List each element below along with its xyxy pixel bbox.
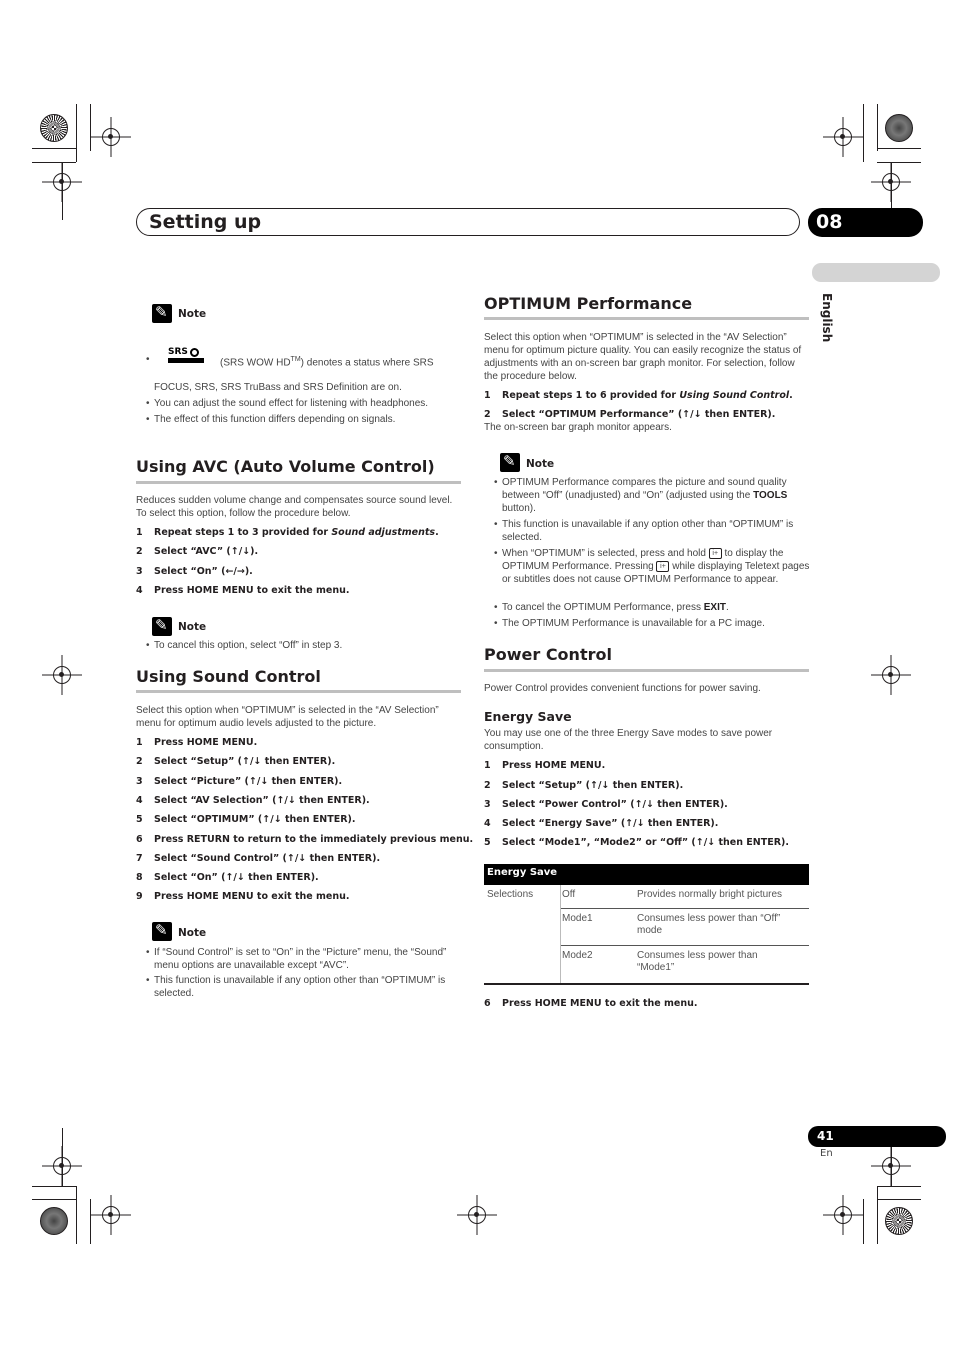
energy-save-intro: You may use one of the three Energy Save modes to save power consumption.: [484, 728, 773, 752]
side-language-label: English: [820, 293, 834, 343]
section-heading-power-control: Power Control: [484, 645, 612, 664]
table-cell-desc: Consumes less power than “Mode1”: [637, 950, 758, 973]
note-bullet: • This function is unavailable if any option other than “OPTIMUM” is selected.: [154, 974, 464, 1000]
arrow-keys-icon: ←/→: [225, 566, 245, 577]
page-number: 41: [808, 1126, 946, 1147]
sound-step-7: 7 Select “Sound Control” (↑/↓ then ENTER).: [136, 853, 381, 864]
sound-step-3: 3 Select “Picture” (↑/↓ then ENTER).: [136, 776, 343, 787]
note-label: Note: [178, 927, 207, 939]
table-bottom-rule: [484, 983, 809, 985]
sound-step-6: 6 Press RETURN to return to the immediately previous menu.: [136, 834, 474, 845]
subheading-energy-save: Energy Save: [484, 709, 572, 724]
arrow-keys-icon: ↑/↓: [276, 795, 296, 806]
table-header: Energy Save: [484, 864, 809, 885]
note-bullet: • To cancel the OPTIMUM Performance, press EXIT.: [502, 601, 810, 614]
table-cell-mode: Mode2: [562, 950, 593, 961]
registration-starburst: [885, 114, 913, 142]
page-language: En: [820, 1148, 833, 1159]
avc-step-2: 2 Select “AVC” (↑/↓).: [136, 546, 259, 557]
srs-wow-hd-logo: SRS: [168, 347, 204, 365]
registration-starburst: [885, 1207, 913, 1235]
heading-rule: [136, 690, 461, 693]
sound-step-9: 9 Press HOME MENU to exit the menu.: [136, 891, 350, 902]
table-divider: [560, 945, 809, 946]
note-label: Note: [178, 308, 207, 320]
registration-starburst: [40, 1207, 68, 1235]
arrow-keys-icon: ↑/↓: [225, 872, 245, 883]
page-title: Setting up: [149, 211, 262, 233]
arrow-keys-icon: ↑/↓: [590, 780, 610, 791]
section-heading-avc: Using AVC (Auto Volume Control): [136, 457, 435, 476]
registration-crosshair: [882, 173, 900, 191]
registration-crosshair: [53, 1157, 71, 1175]
table-cell-desc: Consumes less power than “Off” mode: [637, 913, 781, 936]
arrow-keys-icon: ↑/↓: [625, 818, 645, 829]
arrow-keys-icon: ↑/↓: [248, 776, 269, 787]
power-step-4: 4 Select “Energy Save” (↑/↓ then ENTER).: [484, 818, 719, 829]
arrow-keys-icon: ↑/↓: [286, 853, 307, 864]
note-icon: [152, 617, 172, 636]
sound-step-5: 5 Select “OPTIMUM” (↑/↓ then ENTER).: [136, 814, 356, 825]
registration-crosshair: [102, 1206, 120, 1224]
avc-intro: Reduces sudden volume change and compensates source sound level. To select this option, follow the procedure below.: [136, 495, 453, 519]
note-bullet: • The effect of this function differs depending on signals.: [154, 413, 464, 426]
arrow-keys-icon: ↑/↓: [242, 756, 262, 767]
table-divider: [560, 908, 809, 909]
note-bullet: • If “Sound Control” is set to “On” in the “Picture” menu, the “Sound” menu options are unavailable except “AVC”.: [154, 946, 464, 972]
sound-step-4: 4 Select “AV Selection” (↑/↓ then ENTER).: [136, 795, 370, 806]
note-bullet: • When “OPTIMUM” is selected, press and hold i+ to display the OPTIMUM Performance. Pressing i+ while displaying Teletext pages or subtitles does not cause OPTIMUM Performance to appear.: [502, 547, 810, 586]
note-bullet: • This function is unavailable if any option other than “OPTIMUM” is selected.: [502, 518, 810, 544]
chapter-number: 08: [808, 208, 923, 237]
note-bullet-srs: • (SRS WOW HD™) denotes a status where SRS: [154, 353, 464, 369]
optimum-step-2: 2 Select “OPTIMUM Performance” (↑/↓ then ENTER).: [484, 409, 776, 420]
power-step-5: 5 Select “Mode1”, “Mode2” or “Off” (↑/↓ then ENTER).: [484, 837, 789, 848]
note-bullet: • You can adjust the sound effect for listening with headphones.: [154, 397, 464, 410]
arrow-keys-icon: ↑/↓: [695, 837, 716, 848]
section-heading-optimum: OPTIMUM Performance: [484, 294, 693, 313]
avc-step-3: 3 Select “On” (←/→).: [136, 566, 253, 577]
registration-crosshair: [102, 128, 120, 146]
note-bullet: • To cancel this option, select “Off” in step 3.: [154, 639, 464, 652]
info-button-icon: i+: [656, 561, 669, 572]
power-step-6: 6 Press HOME MENU to exit the menu.: [484, 998, 698, 1009]
note-icon: [500, 453, 520, 472]
section-heading-sound-control: Using Sound Control: [136, 667, 321, 686]
sound-step-1: 1 Press HOME MENU.: [136, 737, 258, 748]
table-cell-desc: Provides normally bright pictures: [637, 889, 783, 900]
note-bullet-srs-line2: FOCUS, SRS, SRS TruBass and SRS Definition are on.: [154, 382, 402, 393]
registration-crosshair: [882, 666, 900, 684]
registration-crosshair: [834, 128, 852, 146]
power-step-1: 1 Press HOME MENU.: [484, 760, 606, 771]
optimum-step-1: 1 Repeat steps 1 to 6 provided for Using Sound Control.: [484, 390, 793, 401]
note-label: Note: [526, 458, 555, 470]
heading-rule: [136, 481, 461, 484]
optimum-step-2-result: The on-screen bar graph monitor appears.: [484, 422, 672, 433]
note-icon: [152, 304, 172, 323]
table-cell-mode: Mode1: [562, 913, 593, 924]
table-row-header: Selections: [487, 889, 534, 900]
sound-step-8: 8 Select “On” (↑/↓ then ENTER).: [136, 872, 319, 883]
sound-intro: Select this option when “OPTIMUM” is selected in the “AV Selection” menu for optimum audio levels adjusted to the picture.: [136, 705, 439, 729]
note-icon: [152, 922, 172, 941]
arrow-keys-icon: ↑/↓: [262, 814, 282, 825]
optimum-intro: Select this option when “OPTIMUM” is selected in the “AV Selection” menu for optimum picture quality. You can easily recognize the status of adjustments with an on-screen bar graph monitor. For selection, follow the procedure below.: [484, 332, 802, 382]
table-column-line: [560, 885, 561, 985]
note-bullet: • OPTIMUM Performance compares the picture and sound quality between “Off” (unadjusted) and “On” (adjusted using the TOOLS button).: [502, 476, 810, 515]
sound-step-2: 2 Select “Setup” (↑/↓ then ENTER).: [136, 756, 336, 767]
note-label: Note: [178, 621, 207, 633]
arrow-keys-icon: ↑/↓: [682, 409, 702, 420]
power-intro: Power Control provides convenient functions for power saving.: [484, 683, 761, 694]
arrow-keys-icon: ↑/↓: [230, 546, 251, 557]
heading-rule: [484, 669, 809, 672]
avc-step-1: 1 Repeat steps 1 to 3 provided for Sound adjustments.: [136, 527, 439, 538]
side-tab: [812, 263, 940, 282]
registration-crosshair: [834, 1206, 852, 1224]
registration-crosshair: [53, 173, 71, 191]
registration-crosshair: [53, 666, 71, 684]
registration-crosshair: [882, 1157, 900, 1175]
arrow-keys-icon: ↑/↓: [634, 799, 654, 810]
heading-rule: [484, 317, 809, 320]
power-step-2: 2 Select “Setup” (↑/↓ then ENTER).: [484, 780, 684, 791]
info-button-icon: i+: [709, 548, 722, 559]
note-bullet: • The OPTIMUM Performance is unavailable for a PC image.: [502, 617, 810, 630]
power-step-3: 3 Select “Power Control” (↑/↓ then ENTER).: [484, 799, 728, 810]
table-cell-mode: Off: [562, 889, 576, 900]
registration-crosshair: [468, 1206, 486, 1224]
registration-starburst: [40, 114, 68, 142]
avc-step-4: 4 Press HOME MENU to exit the menu.: [136, 585, 350, 596]
